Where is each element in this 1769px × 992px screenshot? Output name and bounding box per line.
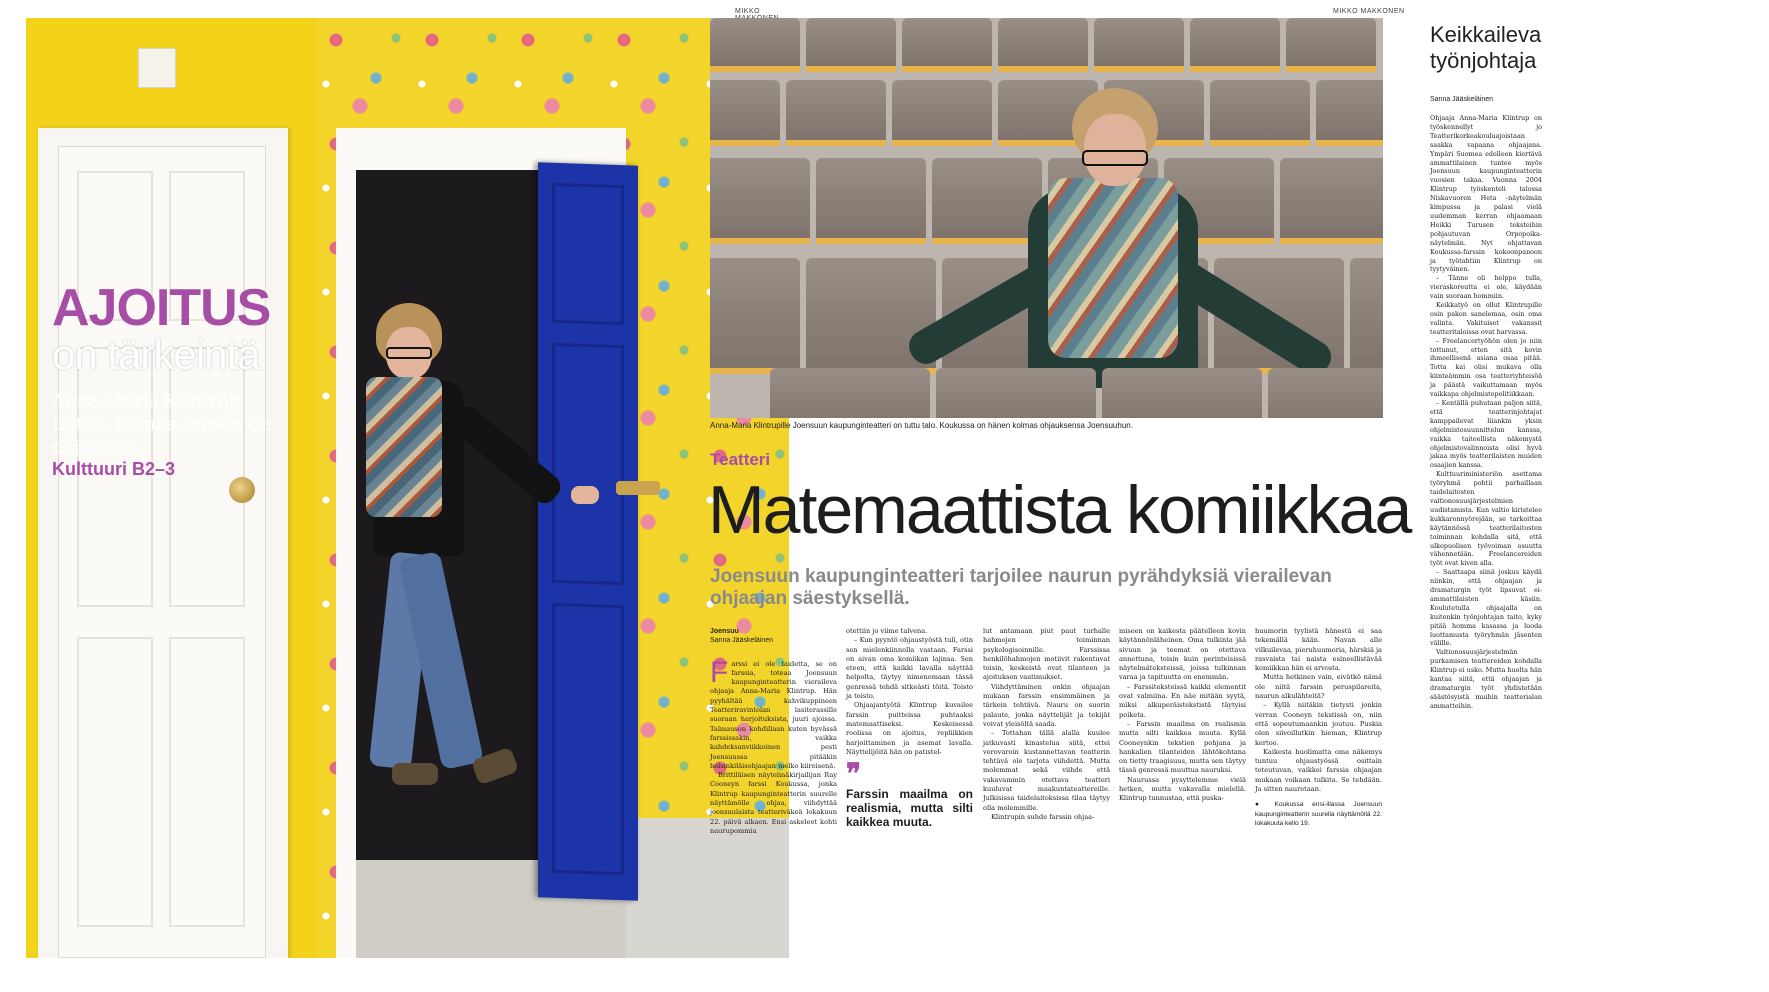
quote-mark-icon: ❞ xyxy=(846,758,862,790)
door-panel xyxy=(552,343,624,586)
glasses xyxy=(1082,150,1148,166)
article-column xyxy=(846,627,973,829)
paragraph: Ohjaaja Anna-Maria Klintrup on työskennellyt jo Teatterikorkeakouluajoistaan saakka vapaana ohjaajana. Ympäri Suomea edelleen kiertävä ammattilainen tuntee myös Joensuun kaupunginteatterin vuosien takaa. Vuonna 2004 Klintrup työskenteli talossa Niskavuoren Heta -näytelmän kimpussa ja palasi vielä uudemman kerran ohjaamaan Heikki Turusen tekstеihin pohjautuvan Orpopoika-näytelmän. Nyt ohjattavan Koukussa-farssin kokoonpanoon ja työtahtiin Klintrup on tyytyväinen. xyxy=(1430,114,1542,274)
paragraph: Kulttuuriministeriön asettama työryhmä pohtii parhaillaan taidelaitosten valtionosuusjärjestelmien uudistamista. Kun valtio kiristelee kukkaronnyörejään, se tarkoittaa käytännössä teatterilaitosten toiminnan kohdalla sitä, että ulkopuolisen työvoiman osuutta vähennetään. Freelancereiden työt ovat kiven alla. xyxy=(1430,470,1542,568)
paragraph: – Farssin maailma on realismia mutta silti kaikkea muuta. Kyllä Cooneynkin tekstien pohjana ja hankalien tilanteiden lähtökohtana on tietty traagisuus, mutta sen täytyy tässä genressä muuttua nauruksi. xyxy=(1119,719,1246,775)
photo-credit: MIKKO xyxy=(735,8,761,15)
paragraph: – Saattaapa siinä joskus käydä niinkin, että ohjaajan ja dramaturgin työt lipsuvat ei-ammattilaisten käsiin. Koulutetulla ohjaajalla on kuitenkin työnjohtajan taito, kyky pitää homma kasassa ja luoda luottamusta työryhmän jäsenten välille. xyxy=(1430,568,1542,648)
cover-photo xyxy=(26,18,789,958)
paragraph: – Farssiteksteissä kaikki elementit ovat valmiina. En näe mitään syytä, miksi alkuperäistekstistä täytyisi poiketa. xyxy=(1119,682,1246,719)
door-panel xyxy=(169,637,245,927)
drop-cap: F xyxy=(710,655,729,689)
paragraph: Valtionosuusjärjestelmän purkamisen teattereiden kohdalla Klintrup ei usko. Mutta huolta hän kantaa siitä, että ohjaajan ja dramaturgin työt yhdistetään säästösyistä muihin teatterialan ammatteihin. xyxy=(1430,648,1542,710)
scarf xyxy=(1048,178,1178,358)
cover-lead: Anna-Maria Klintrup tietää, kuinka farssia on ohjattava. xyxy=(52,391,273,458)
white-door xyxy=(58,146,266,958)
sidebar-title: Keikkaileva työnjohtaja xyxy=(1430,22,1542,73)
photo-caption: Anna-Maria Klintrupille Joensuun kaupunginteatteri on tuttu talo. Koukussa on hänen kolmas ohjauksensa Joensuuhun. xyxy=(710,421,1133,430)
pull-quote: Farssin maailma on realismia, mutta silti kaikkea muuta. xyxy=(846,787,973,830)
door-panel xyxy=(552,183,624,326)
sidebar-byline: Sanna Jääskeläinen xyxy=(1430,96,1494,103)
theatre-photo xyxy=(710,18,1383,418)
paragraph-text: arssi ei ole taidetta, se on farssia, toteaa Joensuun kaupunginteatterin vierailevа ohjaaja Anna-Maria Klintrup. Hän pyyhältää kahvikuppineen Teatterіravintolan lasiterassille suoraan harjoituksista, juuri ajoissa. Talmauson kohdillaan kuten hyvässä farssissakin, vaikka kahdeksanviikkoinen pesti Joensuussa pitääkin helsinkiläisohjaajan melko kiireisenä. xyxy=(710,659,837,770)
scarf xyxy=(366,377,442,517)
blue-door xyxy=(538,162,638,900)
hand xyxy=(571,486,599,504)
person-figure xyxy=(356,303,536,803)
paragraph: – Kun pyyntö ohjaustyöstä tuli, otin sen mielenkiinnolla vastaan. Farssi on aivan oma komiikan lajinsa. Sen eteen, että kaikki lavalla näyttää helpolta, täytyy nimenomaan tässä genressä tehdä sitkeästi töitä. Toisto ja toisto. xyxy=(846,636,973,701)
door-panel xyxy=(77,637,153,927)
paragraph: – Kentällä puhutaan paljon siitä, että teatterinjohtajat kamppailevat liiankin yksin ohjelmistosuunnittelun kanssa, vaikka taiteellista näkemystä ohjelmistovalinnoista olisi hyvä jakaa myös teatterilaisten muiden osaajien kanssa. xyxy=(1430,399,1542,470)
left-page xyxy=(0,0,792,992)
article-column xyxy=(1255,627,1382,828)
cover-subheadline: on tärkeintä xyxy=(52,331,260,378)
paragraph: Brittiläisen näytelmäkirjailijan Ray Cooneyn farssi Koukussa, jonka Klintrup kaupunginteatterin suurelle näyttämölle ohjaa, viihdyttää joensuulaista teatteriväkeä lokakuun 22. päivä alkaen. Ensi askeleet kohti naurupommia xyxy=(710,771,837,835)
paragraph: Ohjaajantyötä Klintrup kuvailee farssin puitteissa puhtaaksi matemaattiseksi. Keskeisessä roolissa on ajoitus, repliikkien harjoittaminen ja asemat lavalla. Näyttelijöitä hän on patistel- xyxy=(846,701,973,756)
thermostat xyxy=(138,48,176,88)
paragraph: Klintrupin suhde farssin ohjaa- xyxy=(991,812,1095,821)
article-column xyxy=(710,627,837,836)
paragraph: Kaikesta huolimatta oma näkemys tuntuu ohjaustyössä osittain toteutuvan, vaikkei farssia ohjaajan mukaan voikaan tulkita. Se tehdään. Ja sitten nauretaan. xyxy=(1255,747,1382,794)
seat-row xyxy=(710,80,1353,146)
sidebar-body xyxy=(1430,114,1542,711)
paragraph: miseen on kaikesta päätelleen kovin käytännönläheinen. Oma tulkinta jää sivuun ja teemat on otettava annettuna, toisin kuin perinteisissä näytelmäteksteissä, joissa tulkinnan varaa ja tapituutta on enemmän. xyxy=(1119,627,1246,682)
paragraph: Naurussa pysyttelemme vielä hetken, mutta vakavalla mielellä. Klintrup tunnustaa, että puska- xyxy=(1119,775,1246,803)
byline-name: Sanna Jääskeläinen xyxy=(710,637,774,645)
paragraph: – Freelancertyöhön olen jo niin tottunut, etten sitä kovin ihmeellisenä asiana osaa pitää. Totta kai olisi mukava olla kiinteämmin osa teatteriyhteisöä ja päästä vaikuttamaan myös vaikkapa ohjelmistopolitiikkaan. xyxy=(1430,336,1542,399)
paragraph: Viihdyttäminen onkin ohjaajan mukaan farssin ensimmäinen ja tärkein tehtävä. Nauru on suorin palaute, jonka näyttelijät ja tekijät voivat yleisöltä saada. xyxy=(983,682,1110,728)
photo-credit: MIKKO MAKKONEN xyxy=(1333,8,1405,15)
door-handle xyxy=(616,481,660,495)
paragraph: Keikkatyö on ollut Klintrupille osin pakon sanelemaa, osin oma valinta. Vakituiset vakanssit teatteritaloissa ovat harvassa. xyxy=(1430,301,1542,336)
seat-row xyxy=(770,368,1383,418)
shoe xyxy=(392,763,438,785)
paragraph: – Tottahan tällä alalla kuulee jatkuvasti kinastelua siitä, ettei verovarоin kustannettavan teatterin tehtävä ole tarjota viihdettä. Mutta molemmat sekä viihde että vakavammin otettava teatteri kuuluvat maakuntateattereille. Julkisissa taidelaitoksissa tilaa täytyy olla molemmille. xyxy=(983,729,1110,812)
paragraph: otettiin jo viime talvena. xyxy=(846,627,928,635)
paragraph: – Tänne oli helppo tulla, vieraskoreutta ei ole, käydään vain suoraan hommiin. xyxy=(1430,274,1542,301)
paragraph: huumorin tyylistä hänestä ei saa tekemällä kään. Navan alle vilkuilevaa, pieruhuumoria, härskiä ja rasvaista tai naista esineellistävää komiikkaa hän ei arvosta. xyxy=(1255,627,1382,673)
article-lead: Joensuun kaupunginteatteri tarjoilee naurun pyrähdyksiä vierailevan ohjaajan säestyksellä. xyxy=(710,566,1332,609)
glasses xyxy=(386,347,432,359)
door-panel xyxy=(169,347,245,607)
article-column xyxy=(983,627,1110,822)
paragraph xyxy=(710,655,837,772)
article-column xyxy=(1119,627,1246,804)
event-info: ● Koukussa ensi-illassa Joensuun kaupunginteatterin suurella näyttämöllä 22. lokakuuta kello 19. xyxy=(1255,801,1382,827)
cover-headline: AJOITUS xyxy=(52,279,271,337)
seat-row xyxy=(710,18,1383,72)
article-headline: Matemaattista komiikkaa xyxy=(708,472,1411,548)
paragraph: – Kyllä niitäkin tietysti jonkin verran Cooneyn tekstissä on, niin että sopeutumaankin joutuu. Puskia olen siivoillutkin hieman, Klintrup kertoo. xyxy=(1255,701,1382,747)
door-knob xyxy=(229,477,255,503)
byline-place: Joensuu xyxy=(710,628,739,635)
paragraph: lut antamaan piut paut turhalle hahmojen toiminnan psykologisoinnille. Farssissa henkilöhahmojen motiivit rakentuvat toisin, keskeistä ovat tilanteen ja ajoituksen vaatimukset. xyxy=(983,627,1110,682)
paragraph: Mutta hetkinen vain, eivätkö nämä ole niitä farssin peruspilareita, naurun alkulähteitä? xyxy=(1255,673,1382,701)
door-panel xyxy=(552,603,624,876)
section-kicker: Teatteri xyxy=(710,450,771,469)
floor xyxy=(626,818,789,958)
section-reference: Kulttuuri B2–3 xyxy=(52,459,176,479)
